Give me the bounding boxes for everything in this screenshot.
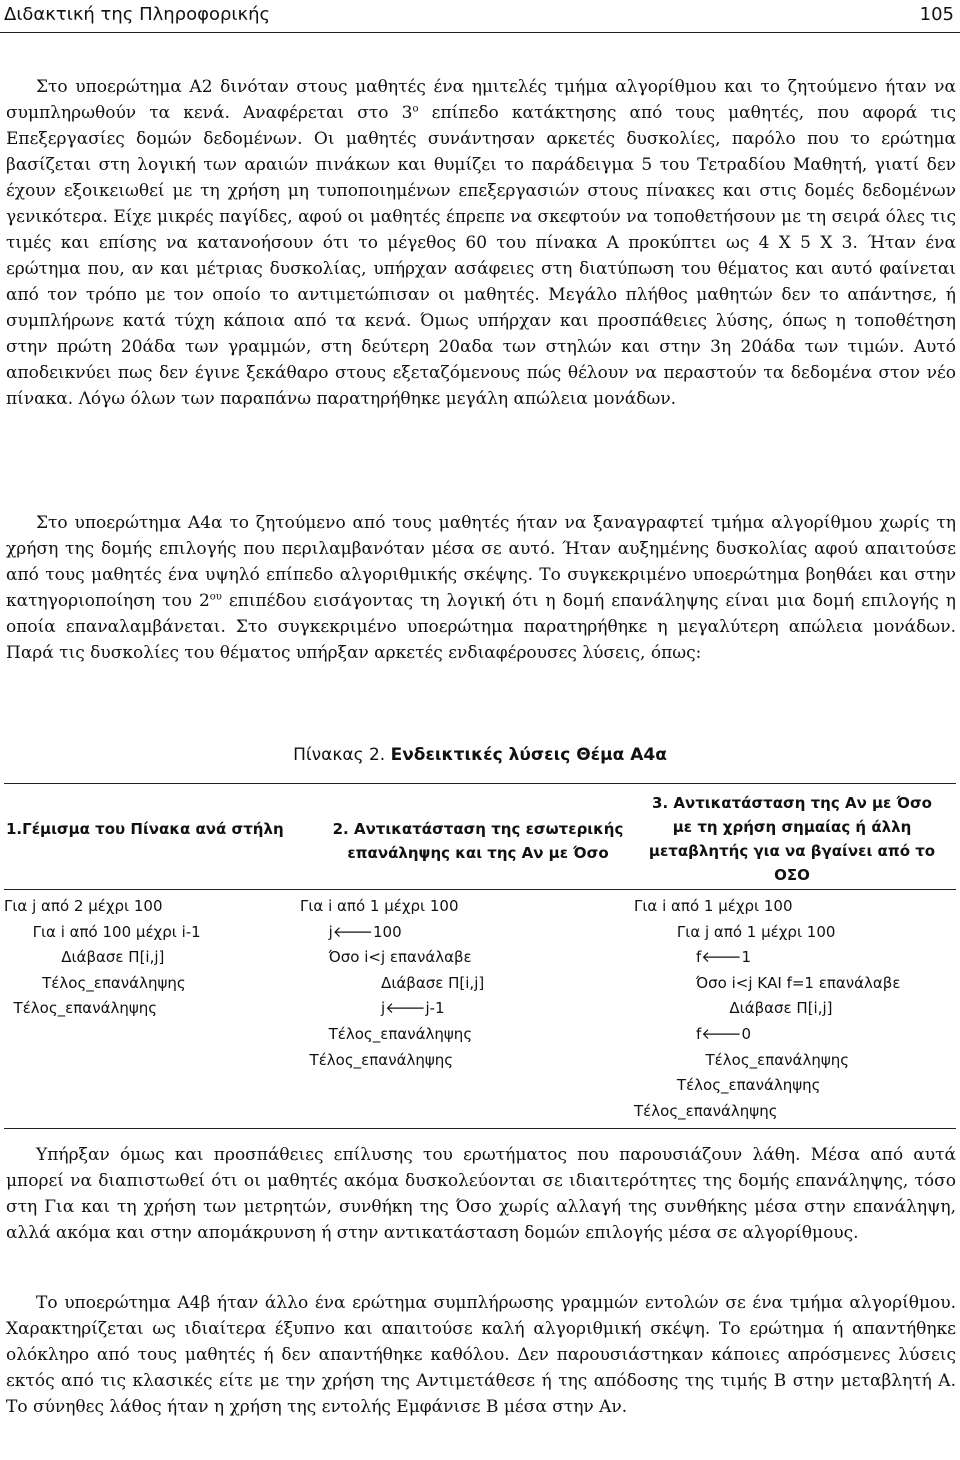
paragraph-errors: Υπήρξαν όμως και προσπάθειες επίλυσης του ερωτήματος που παρουσιάζουν λάθη. Μέσα από αυτά μπορεί να διαπιστωθεί ότι οι μαθητές ακόμα δυσκολεύονται σε ιδιαιτερότητες της δομής επανάληψης, τόσο στη Για και τη χρήση των μετρητών, συνθήκη της Όσο χωρίς αλλαγή της συνθήκης μέσα στην επανάληψη, αλλά ακόμα και στην απομάκρυνση ή στην αντικατάσταση δομών επιλογής μέσα σε αλγορίθμους. [6, 1145, 956, 1243]
code-line: Τέλος_επανάληψης [634, 1101, 778, 1120]
code-line: j🡐100 [300, 922, 402, 941]
code-line: Τέλος_επανάληψης [634, 1076, 821, 1095]
table-header-2: 2. Αντικατάσταση της εσωτερικής επανάληψης και της Αν με Όσο [332, 820, 624, 862]
code-line: Όσο i<j ΚΑΙ f=1 επανάλαβε [634, 973, 901, 992]
table-column-3 [634, 894, 954, 1124]
code-line: j🡐j-1 [300, 999, 445, 1018]
code-line: Για j από 2 μέχρι 100 [4, 897, 163, 915]
code-line: Τέλος_επανάληψης [4, 973, 186, 992]
table-column-2 [300, 894, 630, 1073]
table-top-rule [4, 783, 956, 784]
paragraph-a4a: Στο υποερώτημα Α4α το ζητούμενο από τους μαθητές ήταν να ξαναγραφτεί τμήμα αλγορίθμου χωρίς τη χρήση της δομής επιλογής που περιλαμβανόταν μέσα σε αυτό. Ήταν αυξημένης δυσκολίας αφού απαιτούσε από τους μαθητές ένα υψηλό επίπεδο αλγοριθμικής σκέψης. Το συγκεκριμένο υποερώτημα βοηθάει και στην κατηγοριοποίηση του $2^{o\upsilon}$ επιπέδου εισάγοντας τη λογική ότι η δομή επανάληψης είναι μια δομή επιλογής η οποία επαναλαμβάνεται. Στο συγκεκριμένο υποερώτημα παρατηρήθηκε η μεγαλύτερη απώλεια μονάδων. Παρά τις δυσκολίες του θέματος υπήρξαν αρκετές ενδιαφέρουσες λύσεις, όπως: [6, 513, 956, 663]
code-line: Τέλος_επανάληψης [300, 1024, 473, 1043]
table-caption: Πίνακας 2. Ενδεικτικές λύσεις Θέμα Α4α [293, 745, 667, 765]
code-line: f🡐1 [634, 948, 752, 967]
table-header-3: 3. Αντικατάσταση της Αν με Όσο με τη χρήση σημαίας ή άλλη μεταβλητής για να βγαίνει από το ΟΣΟ [648, 794, 936, 884]
code-line: Τέλος_επανάληψης [300, 1050, 454, 1069]
table-column-1 [4, 894, 294, 1022]
page-header [0, 0, 960, 33]
code-line: Τέλος_επανάληψης [4, 999, 158, 1018]
code-line: Τέλος_επανάληψης [634, 1050, 850, 1069]
code-line: f🡐0 [634, 1024, 752, 1043]
table-header-rule [4, 889, 956, 890]
code-line: Διάβασε Π[i,j] [634, 999, 833, 1018]
paragraph-a4b: Το υποερώτημα Α4β ήταν άλλο ένα ερώτημα συμπλήρωσης γραμμών εντολών σε ένα τμήμα αλγορίθμου. Χαρακτηρίζεται ως ιδιαίτερα έξυπνο και απαιτούσε καλή αλγοριθμική σκέψη. Το ερώτημα ή απαντήθηκε ολόκληρο από τους μαθητές ή δεν απαντήθηκε καθόλου. Δεν παρουσιάστηκαν κάποιες απρόσμενες λύσεις εκτός από τις κλασικές είτε με την χρήση της Αντιμετάθεσε ή της απόδοσης της τιμής Β στην μεταβλητή Α. Το σύνηθες λάθος ήταν η χρήση της εντολής Εμφάνισε Β μέσα στην Αν. [6, 1293, 956, 1417]
code-line: Διάβασε Π[i,j] [300, 973, 485, 992]
table-bottom-rule [4, 1128, 956, 1129]
code-line: Για i από 100 μέχρι i-1 [4, 922, 201, 941]
code-line: Όσο i<j επανάλαβε [300, 948, 472, 967]
page-number: 105 [919, 4, 954, 25]
table-header-1: 1.Γέμισμα του Πίνακα ανά στήλη [6, 820, 284, 838]
paragraph-a2: Στο υποερώτημα Α2 δινόταν στους μαθητές ένα ημιτελές τμήμα αλγορίθμου και το ζητούμενο ήταν να συμπληρωθούν τα κενά. Αναφέρεται στο $3^o$ επίπεδο κατάκτησης από τους μαθητές, που αφορά τις Επεξεργασίες δομών δεδομένων. Οι μαθητές συνάντησαν αρκετές δυσκολίες, παρόλο που το ερώτημα βασίζεται στη λογική των αραιών πινάκων και θυμίζει το παράδειγμα 5 του Τετραδίου Μαθητή, γιατί δεν έχουν εξοικειωθεί με τη χρήση μη τυποποιημένων επεξεργασιών στους πίνακες και στις δομές δεδομένων γενικότερα. Είχε μικρές παγίδες, αφού οι μαθητές έπρεπε να σκεφτούν να τοποθετήσουν με τη σειρά όλες τις τιμές και επίσης να κατανοήσουν ότι το μέγεθος 60 του πίνακα Α προκύπτει ως 4 Χ 5 Χ 3. Ήταν ένα ερώτημα που, αν και μέτριας δυσκολίας, υπήρχαν ασάφειες στη διατύπωση του θέματος και αυτό φαίνεται από τον τρόπο με τον οποίο το αντιμετώπισαν οι μαθητές. Μεγάλο πλήθος μαθητών δεν το απάντησε, ή συμπλήρωνε κατά τύχη κάποια από τα κενά. Όμως υπήρχαν και προσπάθειες λύσης, όπως η τοποθέτηση στην πρώτη 20άδα των γραμμών, στη δεύτερη 20αδα των στηλών και στην 3η 20άδα των τιμών. Αυτό αποδεικνύει πως δεν έγινε ξεκάθαρο στους εξεταζόμενους πώς θέλουν να περαστούν τα δεδομένα στον νέο πίνακα. Λόγω όλων των παραπάνω παρατηρήθηκε μεγάλη απώλεια μονάδων. [6, 77, 956, 409]
code-line: Διάβασε Π[i,j] [4, 948, 165, 967]
running-title: Διδακτική της Πληροφορικής [4, 4, 271, 25]
code-line: Για j από 1 μέχρι 100 [634, 922, 836, 941]
code-line: Για i από 1 μέχρι 100 [300, 897, 459, 915]
code-line: Για i από 1 μέχρι 100 [634, 897, 793, 915]
